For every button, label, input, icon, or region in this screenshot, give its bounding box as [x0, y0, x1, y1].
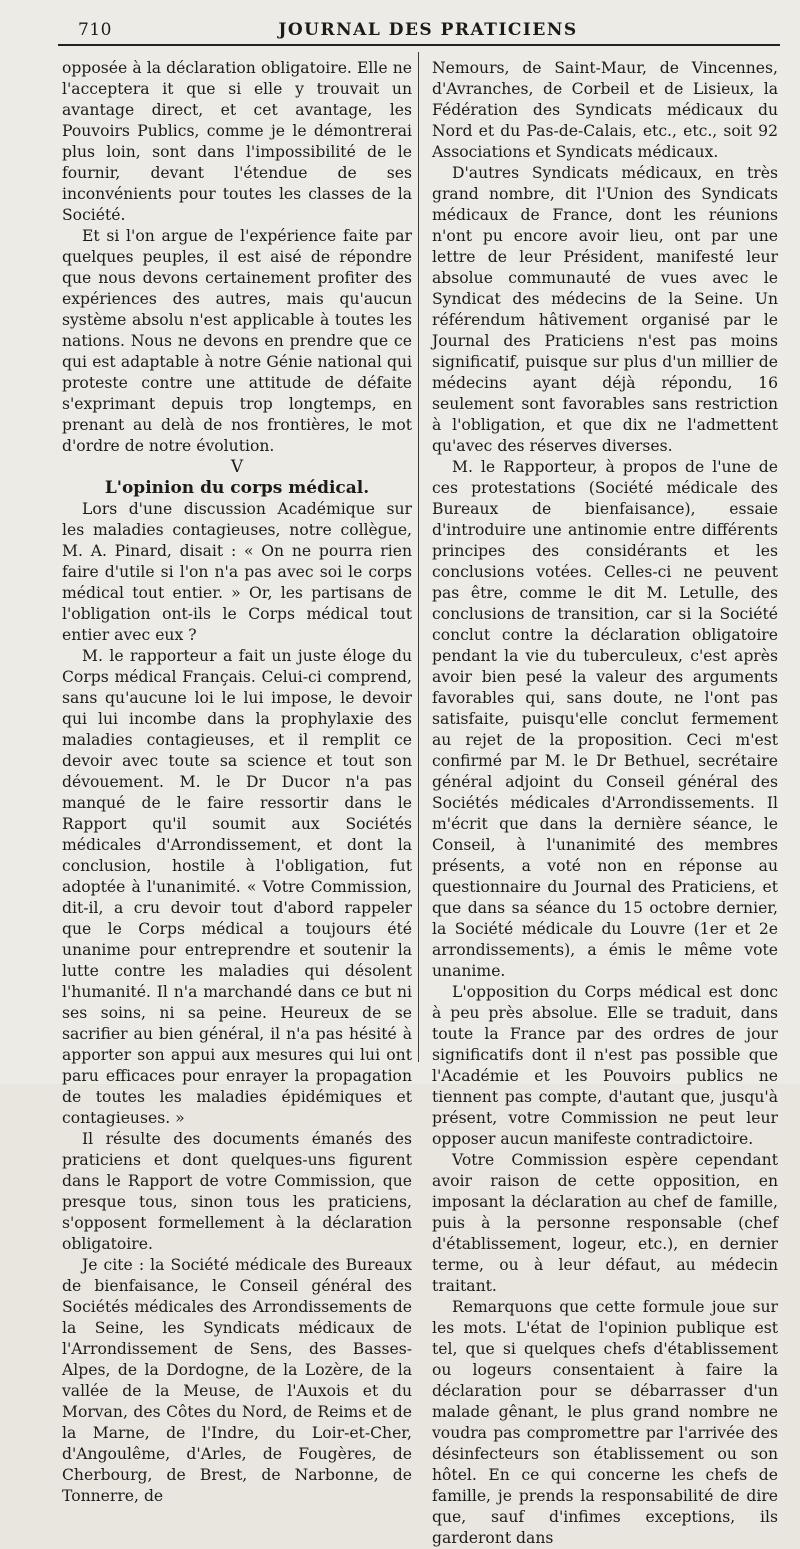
paragraph: opposée à la déclaration obligatoire. Elle ne l'acceptera it que si elle y trouvait un avantage direct, et cet avantage, les Pouvoirs Publics, comme je le démontrerai plus loin, sont dans l'impossibilité de le fournir, devant l'étendue de ses inconvénients pour toutes les classes de la Société. [62, 59, 412, 224]
paragraph: Nemours, de Saint-Maur, de Vincennes, d'Avranches, de Corbeil et de Lisieux, la Fédération des Syndicats médicaux du Nord et du Pas-de-Calais, etc., etc., soit 92 Associations et Syndicats médicaux. [432, 59, 778, 161]
paragraph: Je cite : la Société médicale des Bureaux de bienfaisance, le Conseil général des Sociétés médicales des Arrondissements de la Seine, les Syndicats médicaux de l'Arrondissement de Sens, des Basses-Alpes, de la Dordogne, de la Lozère, de la vallée de la Meuse, de l'Auxois et du Morvan, des Côtes du Nord, de Reims et de la Marne, de l'Indre, du Loir-et-Cher, d'Angoulême, d'Arles, de Fougères, de Cherbourg, de Brest, de Narbonne, de Tonnerre, de [62, 1256, 412, 1505]
paragraph: M. le Rapporteur, à propos de l'une de ces protestations (Société médicale des Bureaux de bienfaisance), essaie d'introduire une antinomie entre différents principes des considérants et les conclusions votées. Celles-ci ne peuvent pas être, comme le dit M. Letulle, des conclusions de transition, car si la Société conclut contre la déclaration obligatoire pendant la vie du tuberculeux, c'est après avoir bien pesé la valeur des arguments favorables qui, sans doute, ne l'ont pas satisfaite, puisqu'elle conclut fermement au rejet de la proposition. Ceci m'est confirmé par M. le Dr Bethuel, secrétaire général adjoint du Conseil général des Sociétés médicales d'Arrondissements. Il m'écrit que dans la dernière séance, le Conseil, à l'unanimité des membres présents, a voté non en réponse au questionnaire du Journal des Praticiens, et que dans sa séance du 15 octobre dernier, la Société médicale du Louvre (1er et 2e arrondissements), a émis le même vote unanime. [432, 458, 778, 980]
page-number: 710 [78, 20, 112, 40]
paragraph: Remarquons que cette formule joue sur les mots. L'état de l'opinion publique est tel, que si quelques chefs d'établissement ou logeurs consentaient à faire la déclaration pour se débarrasser d'un malade gênant, le plus grand nombre ne voudra pas compromettre par l'arrivée des désinfecteurs son établissement ou son hôtel. En ce qui concerne les chefs de famille, je prends la responsabilité de dire que, sauf d'infimes exceptions, ils garderont dans [432, 1298, 778, 1547]
section-title: L'opinion du corps médical. [104, 478, 370, 498]
left-column [62, 58, 412, 1507]
paragraph: L'opposition du Corps médical est donc à peu près absolue. Elle se traduit, dans toute la France par des ordres de jour significatifs dont il n'est pas possible que l'Académie et les Pouvoirs publics ne tiennent pas compte, d'autant que, jusqu'à présent, votre Commission ne peut leur opposer aucun manifeste contradictoire. [432, 983, 778, 1148]
right-column [432, 58, 778, 1549]
paragraph: Lors d'une discussion Académique sur les maladies contagieuses, notre collègue, M. A. Pinard, disait : « On ne pourra rien faire d'utile si l'on n'a pas avec soi le corps médical tout entier. » Or, les partisans de l'obligation ont-ils le Corps médical tout entier avec eux ? [62, 500, 412, 644]
paragraph: Votre Commission espère cependant avoir raison de cette opposition, en imposant la déclaration au chef de famille, puis à la personne responsable (chef d'établissement, logeur, etc.), en dernier terme, ou à leur défaut, au médecin traitant. [432, 1151, 778, 1295]
paragraph: Il résulte des documents émanés des praticiens et dont quelques-uns figurent dans le Rapport de votre Commission, que presque tous, sinon tous les praticiens, s'opposent formellement à la déclaration obligatoire. [62, 1130, 412, 1253]
column-divider [418, 52, 419, 1062]
paragraph: M. le rapporteur a fait un juste éloge du Corps médical Français. Celui-ci comprend, sans qu'aucune loi le lui impose, le devoir qui lui incombe dans la prophylaxie des maladies contagieuses, et il remplit ce devoir avec toute sa science et tout son dévouement. M. le Dr Ducor n'a pas manqué de le faire ressortir dans le Rapport qu'il soumit aux Sociétés médicales d'Arrondissement, et dont la conclusion, hostile à l'obligation, fut adoptée à l'unanimité. « Votre Commission, dit-il, a cru devoir tout d'abord rappeler que le Corps médical a toujours été unanime pour entreprendre et soutenir la lutte contre les maladies qui désolent l'humanité. Il n'a marchandé dans ce but ni ses soins, ni sa peine. Heureux de se sacrifier au bien général, il n'a pas hésité à apporter son appui aux mesures qui lui ont paru efficaces pour enrayer la propagation de toutes les maladies épidémiques et contagieuses. » [62, 647, 412, 1127]
paragraph: D'autres Syndicats médicaux, en très grand nombre, dit l'Union des Syndicats médicaux de France, dont les réunions n'ont pu encore avoir lieu, ont par une lettre de leur Président, manifesté leur absolue communauté de vues avec le Syndicat des médecins de la Seine. Un référendum hâtivement organisé par le Journal des Praticiens n'est pas moins significatif, puisque sur plus d'un millier de médecins ayant déjà répondu, 16 seulement sont favorables sans restriction à l'obligation, et que dix ne l'admettent qu'avec des réserves diverses. [432, 164, 778, 455]
header-rule [58, 44, 780, 46]
running-title: JOURNAL DES PRATICIENS [278, 20, 578, 40]
section-number: V [230, 457, 244, 477]
paragraph: Et si l'on argue de l'expérience faite par quelques peuples, il est aisé de répondre que nous devons certainement profiter des expériences des autres, mais qu'aucun système absolu n'est applicable à toutes les nations. Nous ne devons en prendre que ce qui est adaptable à notre Génie national qui proteste contre une attitude de défaite s'exprimant depuis trop longtemps, en prenant au delà de nos frontières, le mot d'ordre de notre évolution. [62, 227, 412, 455]
page-header [78, 18, 778, 44]
